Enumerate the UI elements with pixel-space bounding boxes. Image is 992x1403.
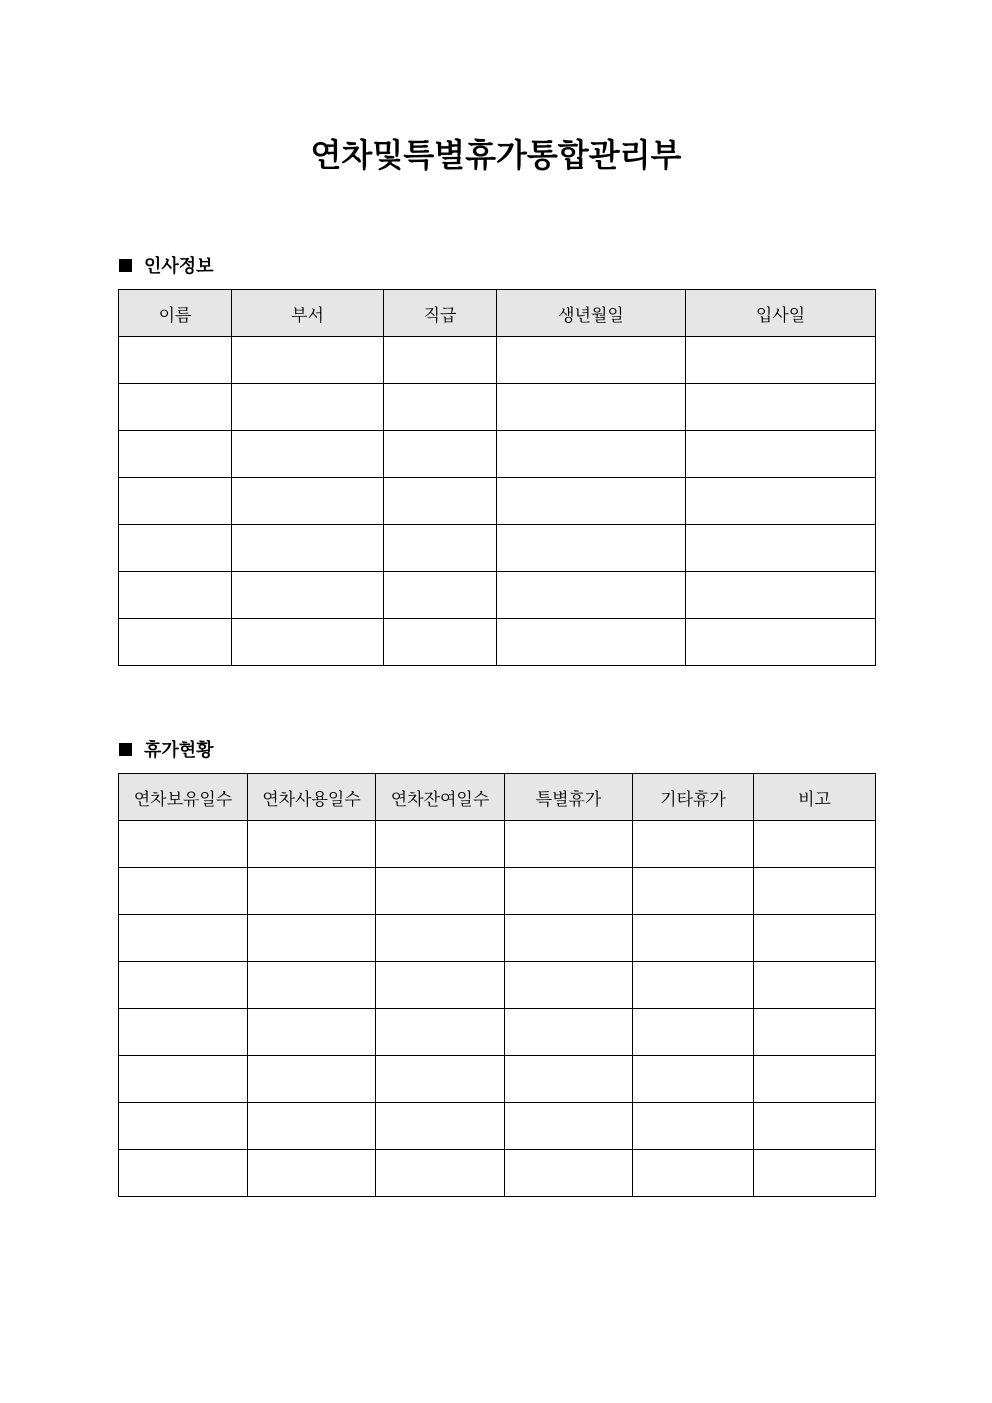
column-header-hire-date: 입사일 (686, 290, 876, 337)
table-cell[interactable] (232, 525, 384, 572)
table-cell[interactable] (232, 572, 384, 619)
table-cell[interactable] (633, 868, 754, 915)
personnel-table-body (119, 337, 876, 666)
table-cell[interactable] (686, 525, 876, 572)
table-cell[interactable] (754, 868, 876, 915)
column-header-annual-leave-held: 연차보유일수 (119, 774, 248, 821)
personnel-info-table (118, 289, 876, 666)
table-cell[interactable] (119, 821, 248, 868)
table-cell[interactable] (754, 1103, 876, 1150)
table-cell[interactable] (376, 1150, 505, 1197)
table-cell[interactable] (754, 821, 876, 868)
table-cell[interactable] (119, 1009, 248, 1056)
table-cell[interactable] (497, 525, 686, 572)
table-cell[interactable] (232, 431, 384, 478)
column-header-annual-leave-used: 연차사용일수 (248, 774, 376, 821)
column-header-other-leave: 기타휴가 (633, 774, 754, 821)
table-row (119, 337, 876, 384)
table-cell[interactable] (633, 1056, 754, 1103)
table-row (119, 619, 876, 666)
table-cell[interactable] (232, 619, 384, 666)
table-cell[interactable] (119, 868, 248, 915)
table-cell[interactable] (686, 431, 876, 478)
table-cell[interactable] (633, 962, 754, 1009)
table-row (119, 431, 876, 478)
table-row (119, 1056, 876, 1103)
section-heading-label: 휴가현황 (144, 740, 214, 761)
section-heading-personnel (119, 253, 214, 277)
table-cell[interactable] (505, 962, 633, 1009)
table-cell[interactable] (376, 1056, 505, 1103)
table-cell[interactable] (119, 915, 248, 962)
table-cell[interactable] (497, 478, 686, 525)
table-row (119, 525, 876, 572)
table-cell[interactable] (633, 1103, 754, 1150)
table-cell[interactable] (232, 337, 384, 384)
table-cell[interactable] (119, 619, 232, 666)
table-cell[interactable] (232, 384, 384, 431)
table-cell[interactable] (686, 572, 876, 619)
table-cell[interactable] (754, 1150, 876, 1197)
table-cell[interactable] (376, 915, 505, 962)
table-row (119, 821, 876, 868)
table-cell[interactable] (119, 1150, 248, 1197)
table-cell[interactable] (505, 915, 633, 962)
table-cell[interactable] (376, 962, 505, 1009)
table-cell[interactable] (633, 915, 754, 962)
table-cell[interactable] (119, 337, 232, 384)
square-bullet-icon (119, 743, 132, 756)
table-cell[interactable] (505, 1056, 633, 1103)
table-cell[interactable] (119, 431, 232, 478)
section-heading-label: 인사정보 (144, 256, 214, 277)
table-cell[interactable] (248, 915, 376, 962)
table-cell[interactable] (633, 1009, 754, 1056)
table-cell[interactable] (505, 868, 633, 915)
table-cell[interactable] (119, 478, 232, 525)
table-cell[interactable] (497, 384, 686, 431)
table-cell[interactable] (248, 1103, 376, 1150)
table-cell[interactable] (384, 478, 497, 525)
table-cell[interactable] (686, 478, 876, 525)
table-cell[interactable] (505, 821, 633, 868)
table-cell[interactable] (686, 337, 876, 384)
table-cell[interactable] (119, 572, 232, 619)
table-cell[interactable] (248, 821, 376, 868)
table-cell[interactable] (119, 525, 232, 572)
column-header-department: 부서 (232, 290, 384, 337)
table-cell[interactable] (248, 1009, 376, 1056)
table-cell[interactable] (505, 1009, 633, 1056)
column-header-name: 이름 (119, 290, 232, 337)
table-cell[interactable] (497, 572, 686, 619)
table-cell[interactable] (248, 962, 376, 1009)
table-cell[interactable] (248, 1150, 376, 1197)
leave-table-body (119, 821, 876, 1197)
table-cell[interactable] (686, 619, 876, 666)
table-cell[interactable] (119, 962, 248, 1009)
table-cell[interactable] (633, 821, 754, 868)
table-cell[interactable] (119, 1056, 248, 1103)
table-row (119, 868, 876, 915)
table-cell[interactable] (497, 431, 686, 478)
table-cell[interactable] (497, 337, 686, 384)
table-row (119, 572, 876, 619)
table-row (119, 1009, 876, 1056)
table-cell[interactable] (119, 1103, 248, 1150)
table-cell[interactable] (384, 384, 497, 431)
table-cell[interactable] (248, 868, 376, 915)
table-row (119, 384, 876, 431)
table-cell[interactable] (505, 1103, 633, 1150)
table-cell[interactable] (384, 619, 497, 666)
table-row (119, 915, 876, 962)
column-header-birthdate: 생년월일 (497, 290, 686, 337)
section-heading-leave-status (119, 737, 214, 761)
table-cell[interactable] (384, 572, 497, 619)
table-cell[interactable] (633, 1150, 754, 1197)
table-header-row (119, 774, 876, 821)
table-cell[interactable] (248, 1056, 376, 1103)
square-bullet-icon (119, 259, 132, 272)
table-row (119, 1150, 876, 1197)
table-cell[interactable] (376, 821, 505, 868)
table-row (119, 1103, 876, 1150)
table-cell[interactable] (232, 478, 384, 525)
table-header-row (119, 290, 876, 337)
table-cell[interactable] (505, 1150, 633, 1197)
table-row (119, 478, 876, 525)
document-title: 연차및특별휴가통합관리부 (310, 136, 682, 174)
table-cell[interactable] (376, 1009, 505, 1056)
column-header-position: 직급 (384, 290, 497, 337)
table-row (119, 962, 876, 1009)
table-cell[interactable] (119, 384, 232, 431)
table-cell[interactable] (754, 915, 876, 962)
table-cell[interactable] (384, 431, 497, 478)
column-header-remarks: 비고 (754, 774, 876, 821)
table-cell[interactable] (497, 619, 686, 666)
table-cell[interactable] (384, 337, 497, 384)
table-cell[interactable] (754, 962, 876, 1009)
column-header-annual-leave-remaining: 연차잔여일수 (376, 774, 505, 821)
leave-status-table (118, 773, 876, 1197)
table-cell[interactable] (686, 384, 876, 431)
table-cell[interactable] (376, 1103, 505, 1150)
table-cell[interactable] (376, 868, 505, 915)
table-cell[interactable] (384, 525, 497, 572)
table-cell[interactable] (754, 1009, 876, 1056)
column-header-special-leave: 특별휴가 (505, 774, 633, 821)
table-cell[interactable] (754, 1056, 876, 1103)
